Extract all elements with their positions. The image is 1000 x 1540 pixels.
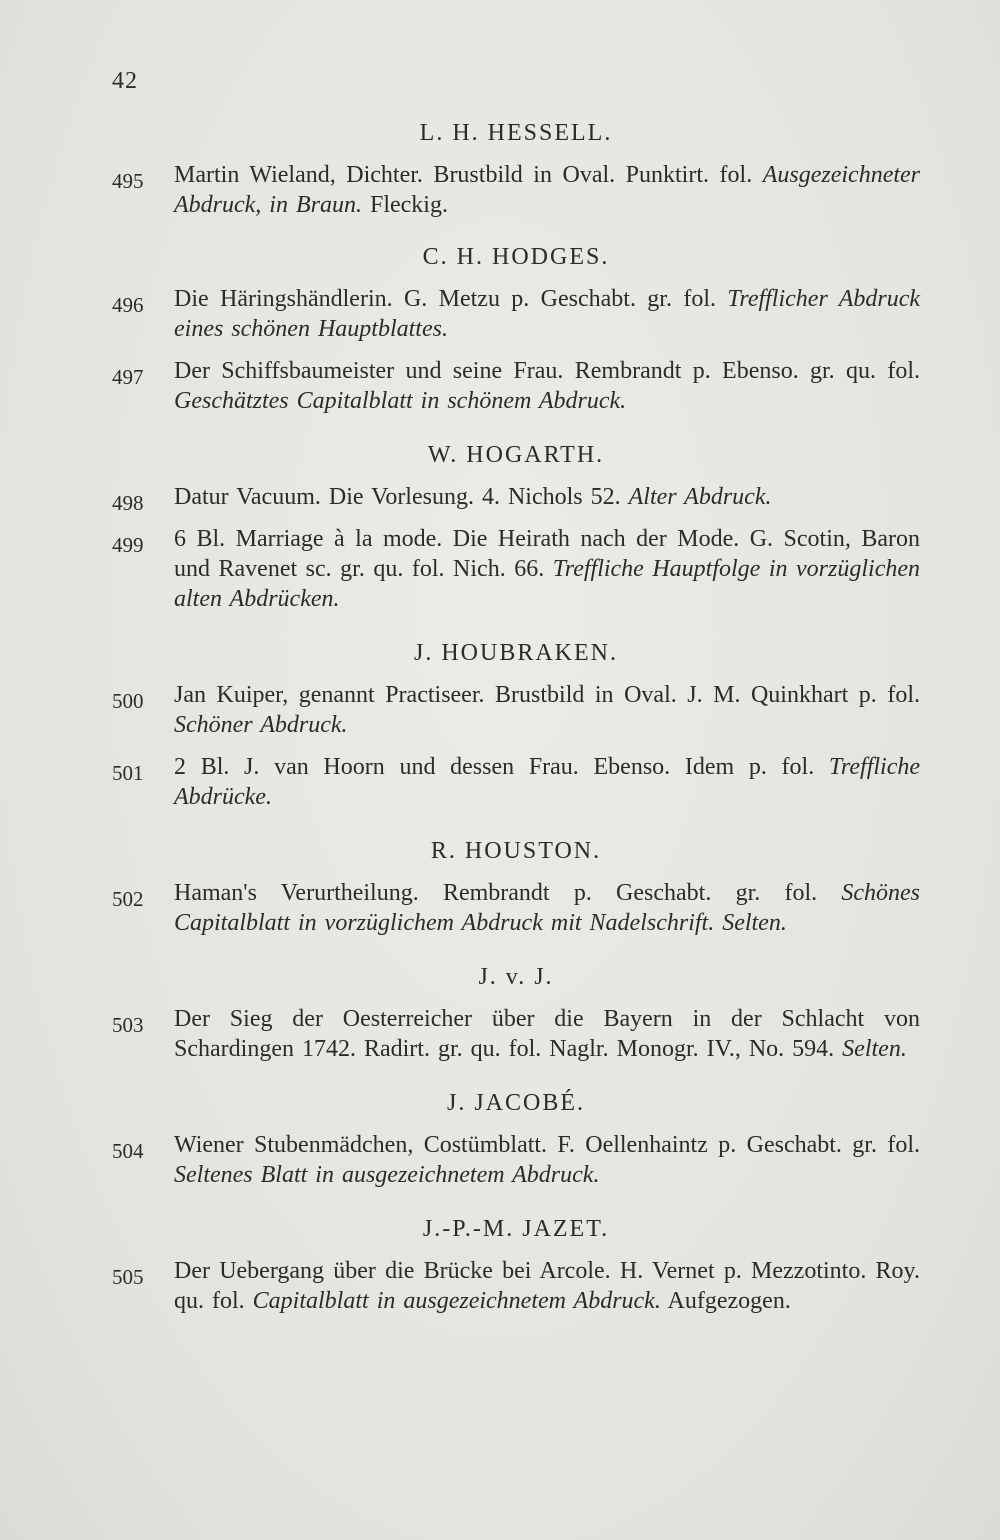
- entry-note: Selten.: [842, 1036, 907, 1062]
- entry-number: 502: [112, 887, 144, 911]
- entry-description: 6 Bl. Marriage à la mode. Die Heirath nach der Mode. G. Scotin, Baron und Ravenet sc. gr. qu. fol. Nich. 66.: [174, 526, 920, 582]
- entry-note: Trefflicher Abdruck eines schönen Hauptblattes.: [174, 286, 921, 342]
- entry-description: Martin Wieland, Dichter. Brustbild in Oval. Punktirt. fol.: [174, 162, 753, 188]
- entry-note: Schönes Capitalblatt in vorzüglichem Abdruck mit Nadelschrift. Selten.: [174, 880, 921, 936]
- artist-heading: J.-P.-M. JAZET.: [422, 1216, 610, 1242]
- entry-number: 499: [112, 533, 144, 557]
- entry-note: Geschätztes Capitalblatt in schönem Abdruck.: [174, 388, 627, 414]
- artist-heading: J. JACOBÉ.: [446, 1090, 586, 1116]
- entry-number: 497: [112, 365, 144, 389]
- catalog-entry: [112, 284, 920, 344]
- catalog-entry: [112, 524, 920, 614]
- entry-description: Der Uebergang über die Brücke bei Arcole. H. Vernet p. Mezzotinto. Roy. qu. fol.: [174, 1258, 920, 1314]
- catalog-content: [112, 118, 920, 1316]
- entry-note: Seltenes Blatt in ausgezeichnetem Abdruck.: [174, 1162, 600, 1188]
- entry-note: Schöner Abdruck.: [174, 712, 348, 738]
- entry-number: 495: [112, 169, 144, 193]
- entry-note: Alter Abdruck.: [628, 484, 772, 510]
- entry-description: Jan Kuiper, genannt Practiseer. Brustbild in Oval. J. M. Quinkhart p. fol.: [174, 682, 920, 708]
- artist-heading: J. HOUBRAKEN.: [413, 640, 618, 666]
- entry-note: Capitalblatt in ausgezeichnetem Abdruck.: [252, 1288, 661, 1314]
- page-number: 42: [112, 68, 138, 94]
- entry-number: 500: [112, 689, 144, 713]
- entry-description: Der Schiffsbaumeister und seine Frau. Rembrandt p. Ebenso. gr. qu. fol.: [174, 358, 920, 384]
- entry-tail: Fleckig.: [369, 192, 448, 218]
- entry-number: 503: [112, 1013, 144, 1037]
- entry-number: 496: [112, 293, 144, 317]
- entry-description: 2 Bl. J. van Hoorn und dessen Frau. Ebenso. Idem p. fol.: [174, 754, 815, 780]
- entry-description: Die Häringshändlerin. G. Metzu p. Geschabt. gr. fol.: [174, 286, 716, 312]
- catalog-entry: [112, 680, 920, 740]
- artist-heading: C. H. HODGES.: [422, 244, 610, 270]
- artist-heading: L. H. HESSELL.: [419, 120, 613, 146]
- artist-heading: J. v. J.: [478, 964, 554, 990]
- entry-number: 498: [112, 491, 144, 515]
- catalog-entry: [112, 1130, 920, 1190]
- catalog-entry: [112, 356, 920, 416]
- entry-number: 501: [112, 761, 144, 785]
- entry-note: Ausgezeichneter Abdruck, in Braun.: [174, 162, 921, 218]
- entry-note: Treffliche Hauptfolge in vorzüglichen alten Abdrücken.: [174, 556, 921, 612]
- entry-note: Treffliche Abdrücke.: [174, 754, 921, 810]
- catalog-entry: [112, 160, 920, 220]
- catalog-entry: [112, 1256, 920, 1316]
- artist-heading: R. HOUSTON.: [430, 838, 602, 864]
- entry-description: Der Sieg der Oesterreicher über die Bayern in der Schlacht von Schardingen 1742. Radirt. gr. qu. fol. Naglr. Monogr. IV., No. 594.: [174, 1006, 920, 1062]
- entry-tail: Aufgezogen.: [667, 1288, 791, 1314]
- catalog-entry: [112, 482, 920, 515]
- catalog-entry: [112, 1004, 920, 1064]
- entry-description: Haman's Verurtheilung. Rembrandt p. Geschabt. gr. fol.: [174, 880, 818, 906]
- catalog-entry: [112, 752, 920, 812]
- entry-description: Datur Vacuum. Die Vorlesung. 4. Nichols 52.: [174, 484, 621, 510]
- entry-number: 504: [112, 1139, 144, 1163]
- entry-number: 505: [112, 1265, 144, 1289]
- artist-heading: W. HOGARTH.: [427, 442, 605, 468]
- entry-description: Wiener Stubenmädchen, Costümblatt. F. Oellenhaintz p. Geschabt. gr. fol.: [174, 1132, 920, 1158]
- catalog-entry: [112, 878, 920, 938]
